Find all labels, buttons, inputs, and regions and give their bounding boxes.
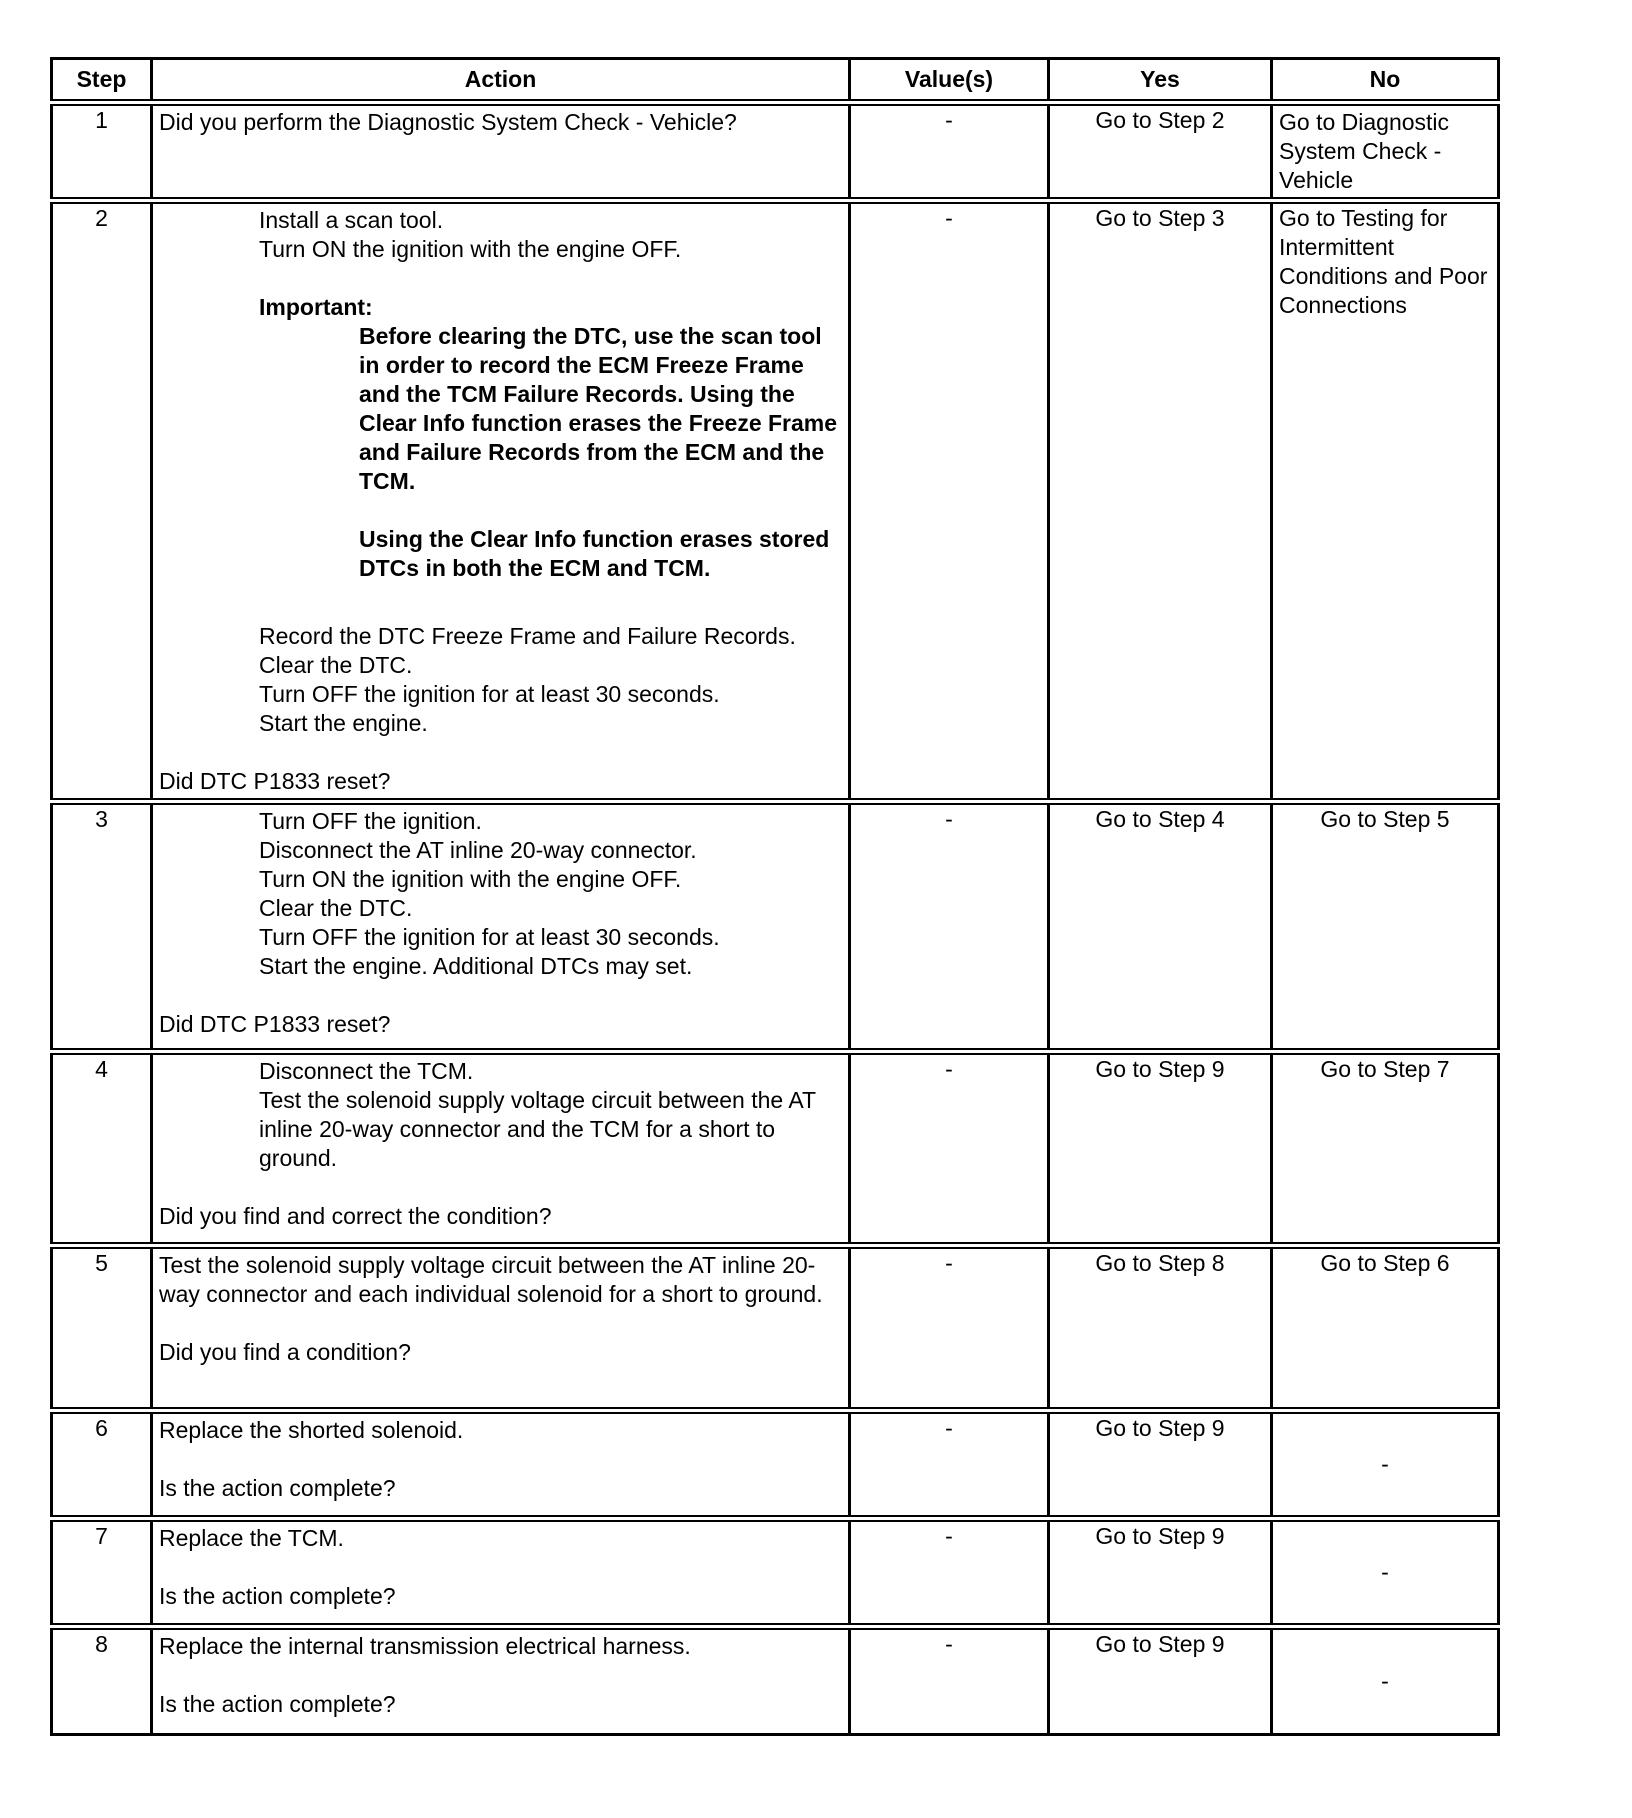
value-cell: -: [850, 1627, 1049, 1735]
no-cell: -: [1272, 1627, 1499, 1735]
step-number: 6: [52, 1411, 152, 1519]
action-cell: [152, 1246, 850, 1411]
action-step: Start the engine.: [259, 710, 428, 736]
action-text: Replace the shorted solenoid.: [159, 1417, 464, 1443]
action-text: Replace the TCM.: [159, 1525, 344, 1551]
action-question: Did you find a condition?: [159, 1339, 411, 1365]
action-step: Turn ON the ignition with the engine OFF.: [259, 866, 682, 892]
action-cell: [152, 1411, 850, 1519]
action-step: Clear the DTC.: [259, 895, 413, 921]
value-cell: -: [850, 802, 1049, 1052]
action-step: Turn OFF the ignition for at least 30 seconds.: [259, 924, 720, 950]
table-row: [52, 1246, 1499, 1411]
action-step: Turn OFF the ignition.: [259, 808, 482, 834]
table-row: [52, 1627, 1499, 1735]
action-cell: [152, 1052, 850, 1246]
header-row: [52, 59, 1499, 103]
value-cell: -: [850, 201, 1049, 802]
yes-cell: Go to Step 4: [1049, 802, 1272, 1052]
action-step: Disconnect the TCM.: [259, 1058, 474, 1084]
action-step: Turn OFF the ignition for at least 30 seconds.: [259, 681, 720, 707]
table-row: [52, 103, 1499, 201]
action-step: Start the engine. Additional DTCs may set.: [259, 953, 693, 979]
yes-cell: Go to Step 9: [1049, 1519, 1272, 1627]
step-number: 2: [52, 201, 152, 802]
action-text: Test the solenoid supply voltage circuit between the AT inline 20-way connector and each individual solenoid for a short to ground.: [159, 1252, 823, 1307]
step-number: 3: [52, 802, 152, 1052]
value-cell: -: [850, 103, 1049, 201]
action-question: Is the action complete?: [159, 1475, 396, 1501]
action-step: Clear the DTC.: [259, 652, 413, 678]
value-cell: -: [850, 1052, 1049, 1246]
action-question: Did DTC P1833 reset?: [159, 768, 391, 794]
header-no: No: [1272, 59, 1499, 103]
action-cell: [152, 201, 850, 802]
table-row: [52, 1519, 1499, 1627]
action-step: Turn ON the ignition with the engine OFF.: [259, 236, 682, 262]
action-question: Did you perform the Diagnostic System Check - Vehicle?: [159, 109, 737, 135]
header-yes: Yes: [1049, 59, 1272, 103]
important-note: Before clearing the DTC, use the scan tool in order to record the ECM Freeze Frame and the TCM Failure Records. Using the Clear Info function erases the Freeze Frame and Failure Records from the ECM and the TCM.: [359, 323, 838, 494]
table-row: [52, 802, 1499, 1052]
yes-cell: Go to Step 8: [1049, 1246, 1272, 1411]
action-text: Replace the internal transmission electrical harness.: [159, 1633, 691, 1659]
step-number: 4: [52, 1052, 152, 1246]
value-cell: -: [850, 1411, 1049, 1519]
value-cell: -: [850, 1246, 1049, 1411]
action-question: Did you find and correct the condition?: [159, 1203, 552, 1229]
diagnostic-table: [50, 57, 1500, 1736]
yes-cell: Go to Step 2: [1049, 103, 1272, 201]
table-row: [52, 1411, 1499, 1519]
header-values: Value(s): [850, 59, 1049, 103]
header-action: Action: [152, 59, 850, 103]
value-cell: -: [850, 1519, 1049, 1627]
no-cell: Go to Step 6: [1272, 1246, 1499, 1411]
important-label: Important:: [259, 294, 373, 320]
no-cell: -: [1272, 1519, 1499, 1627]
no-cell: Go to Diagnostic System Check - Vehicle: [1272, 103, 1499, 201]
table-row: [52, 1052, 1499, 1246]
no-cell: Go to Testing for Intermittent Conditions and Poor Connections: [1272, 201, 1499, 802]
yes-cell: Go to Step 9: [1049, 1627, 1272, 1735]
no-cell: -: [1272, 1411, 1499, 1519]
action-cell: [152, 802, 850, 1052]
step-number: 8: [52, 1627, 152, 1735]
no-cell: Go to Step 7: [1272, 1052, 1499, 1246]
header-step: Step: [52, 59, 152, 103]
action-step: Test the solenoid supply voltage circuit between the AT inline 20-way connector and the TCM for a short to ground.: [259, 1087, 816, 1171]
action-cell: [152, 103, 850, 201]
step-number: 7: [52, 1519, 152, 1627]
important-note: Using the Clear Info function erases stored DTCs in both the ECM and TCM.: [359, 526, 830, 581]
yes-cell: Go to Step 9: [1049, 1411, 1272, 1519]
action-step: Record the DTC Freeze Frame and Failure Records.: [259, 623, 796, 649]
action-step: Disconnect the AT inline 20-way connector.: [259, 837, 697, 863]
step-number: 5: [52, 1246, 152, 1411]
action-cell: [152, 1627, 850, 1735]
action-question: Is the action complete?: [159, 1691, 396, 1717]
step-number: 1: [52, 103, 152, 201]
yes-cell: Go to Step 9: [1049, 1052, 1272, 1246]
action-cell: [152, 1519, 850, 1627]
action-question: Did DTC P1833 reset?: [159, 1011, 391, 1037]
table-row: [52, 201, 1499, 802]
action-step: Install a scan tool.: [259, 207, 444, 233]
yes-cell: Go to Step 3: [1049, 201, 1272, 802]
no-cell: Go to Step 5: [1272, 802, 1499, 1052]
action-question: Is the action complete?: [159, 1583, 396, 1609]
